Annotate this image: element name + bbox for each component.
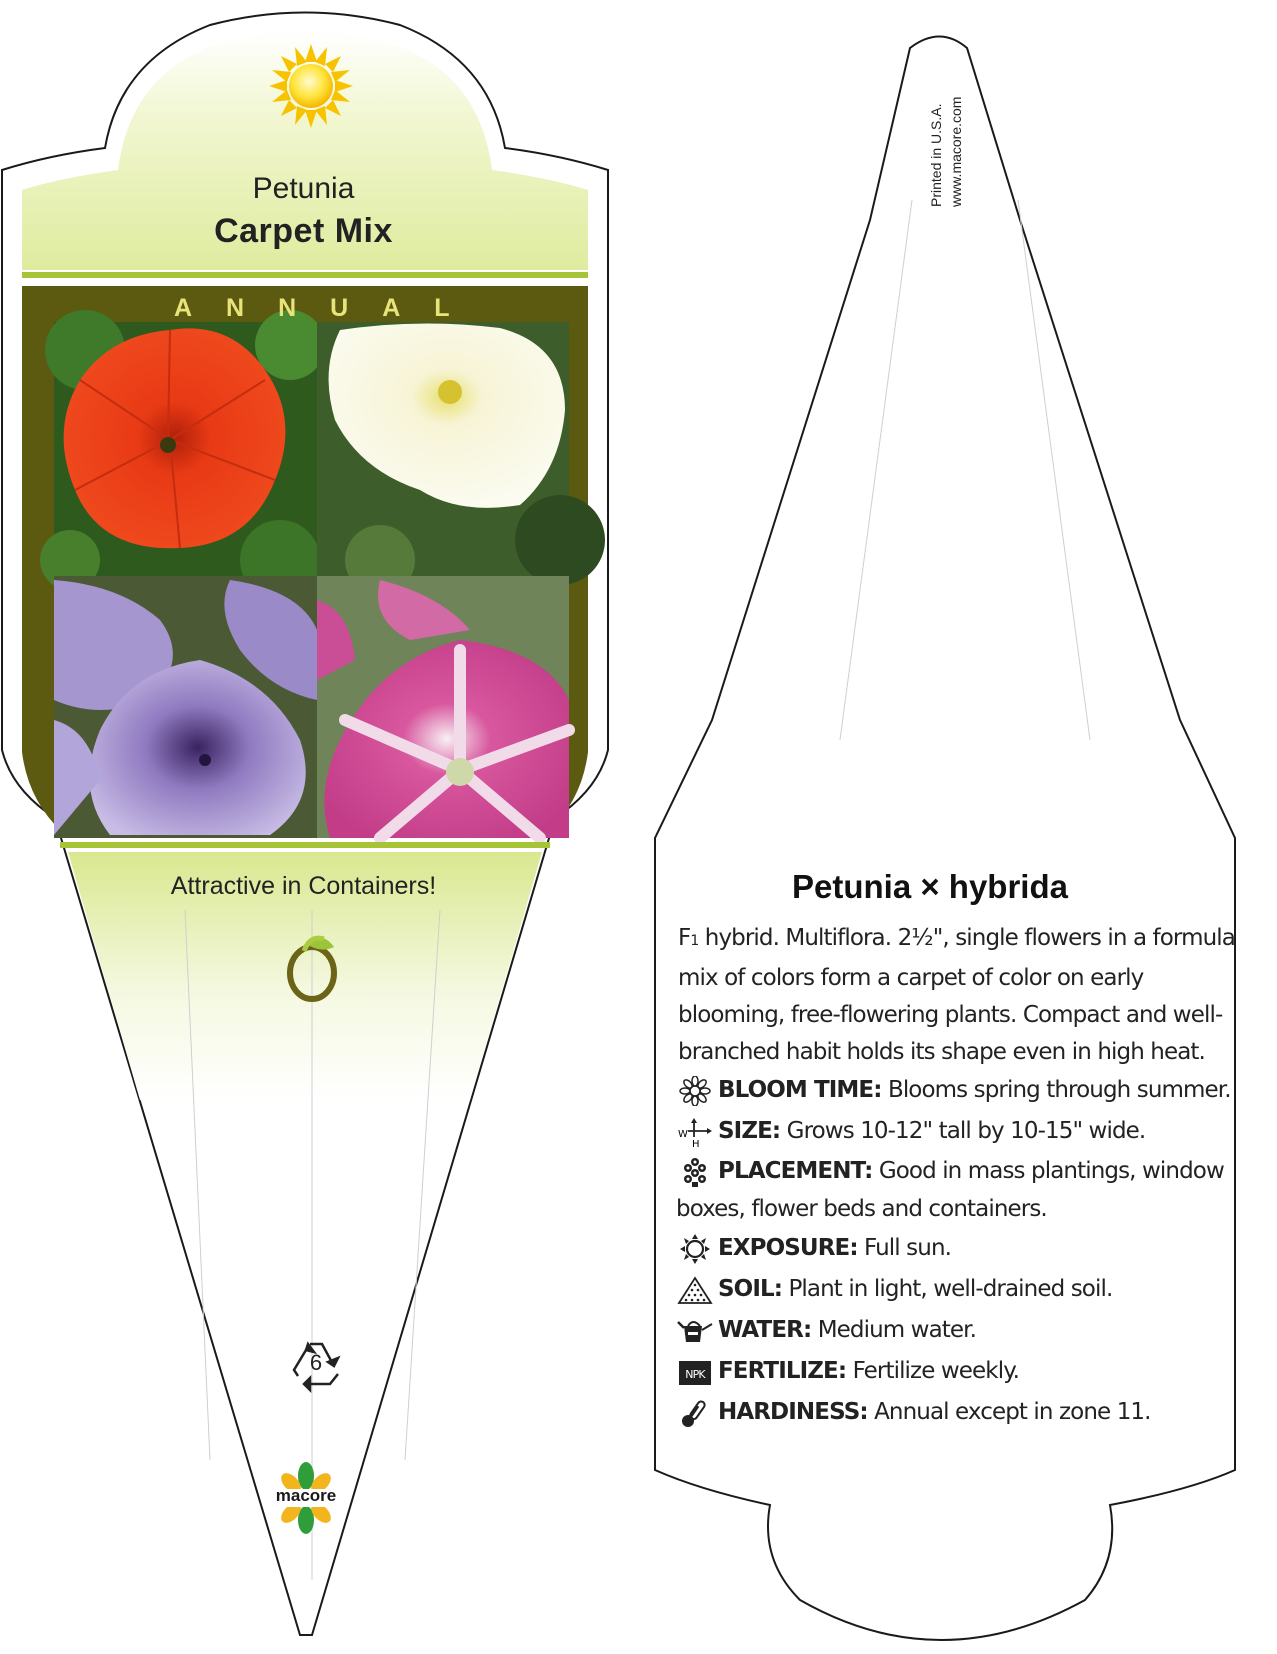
plant-name: Petunia [252,172,355,205]
care-label: HARDINESS: [718,1399,868,1425]
front-accent-stripe-bottom [60,842,550,848]
description-subscript: 1 [690,933,699,949]
care-water [676,1310,1236,1351]
care-text: Plant in light, well-drained soil. [788,1276,1113,1302]
care-label: SOIL: [718,1276,783,1302]
placement-icon [676,1157,714,1187]
care-list [676,1070,1236,1433]
variety-name: Carpet Mix [214,212,393,250]
care-bloom-time [676,1070,1236,1111]
npk-icon [676,1357,714,1387]
flower-icon [676,1076,714,1106]
care-hardiness [676,1392,1236,1433]
care-text: Annual except in zone 11. [874,1399,1151,1425]
care-exposure [676,1228,1236,1269]
scientific-name: Petunia × hybrida [792,868,1068,905]
care-label: WATER: [718,1317,812,1343]
care-size [676,1111,1236,1152]
care-label: SIZE: [718,1118,781,1144]
brand-name: macore [275,1486,337,1505]
care-text: Full sun. [864,1235,952,1261]
care-text: Good in mass plantings, window boxes, flower beds and containers. [676,1158,1224,1222]
size-icon [676,1117,714,1147]
care-text: Medium water. [817,1317,976,1343]
print-info [928,52,968,212]
care-label: FERTILIZE: [718,1358,847,1384]
printed-in: Printed in U.S.A. [928,103,944,207]
size-icon-h: H [692,1138,699,1147]
description-prefix: F [678,925,691,951]
npk-label: NPK [685,1367,705,1381]
soil-icon [676,1275,714,1305]
sun-icon [676,1234,714,1264]
watering-can-icon [676,1316,714,1346]
tagline: Attractive in Containers! [170,872,437,900]
recycle-code: 6 [309,1350,323,1375]
care-label: BLOOM TIME: [718,1077,882,1103]
care-text: Blooms spring through summer. [887,1077,1231,1103]
care-placement [676,1152,1236,1228]
care-text: Fertilize weekly. [852,1358,1020,1384]
photo-red-petunia [40,310,325,600]
size-icon-w: W [678,1128,687,1140]
category-label: ANNUAL [174,294,484,322]
care-text: Grows 10-12" tall by 10-15" wide. [786,1118,1146,1144]
photo-purple-petunia [54,576,317,838]
photo-white-petunia [317,322,605,595]
photo-pink-petunia [317,576,569,838]
care-soil [676,1269,1236,1310]
description-text: hybrid. Multiflora. 2½", single flowers in a formula mix of colors form a carpet of color on early blooming, free-flowering plants. Compact and well-branched habit holds its shape even in high heat. [678,925,1235,1065]
front-accent-stripe-top [22,272,588,278]
thermometer-icon [676,1398,714,1428]
care-fertilize [676,1351,1236,1392]
description [678,920,1238,1071]
sun-icon [269,44,353,128]
website: www.macore.com [948,96,964,207]
care-label: PLACEMENT: [718,1158,873,1184]
care-label: EXPOSURE: [718,1235,858,1261]
